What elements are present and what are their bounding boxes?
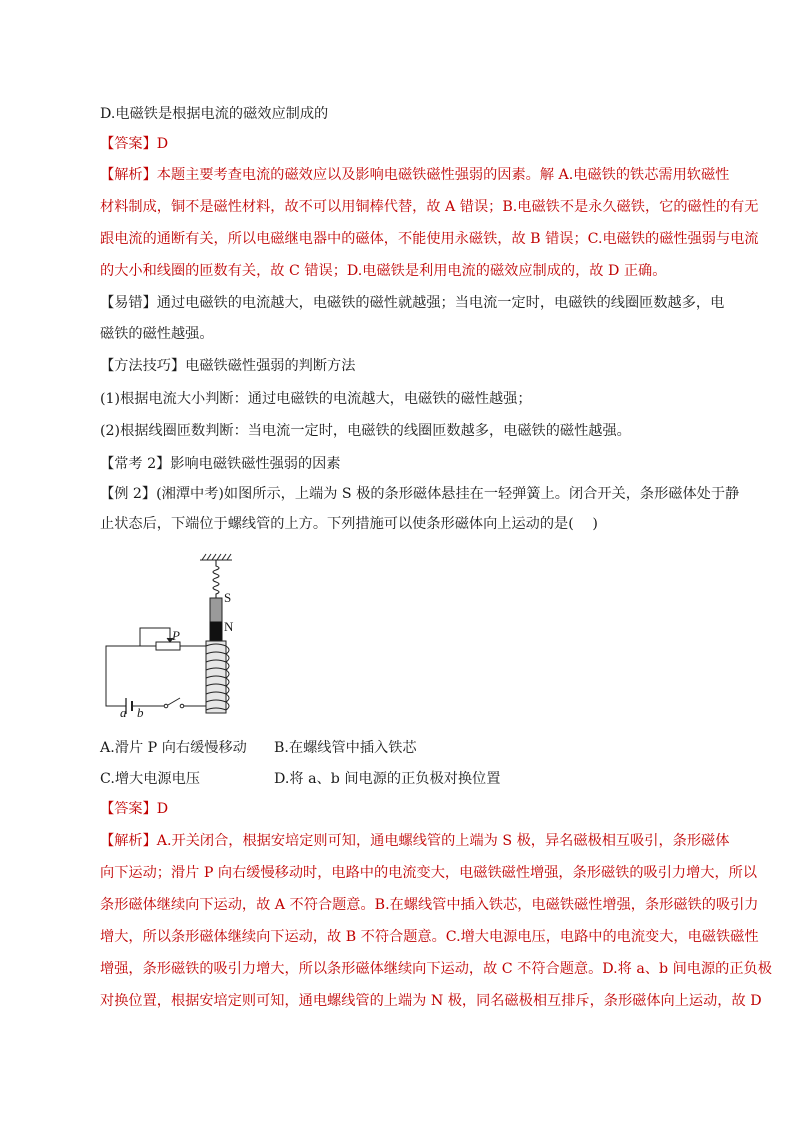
answer-value: D [156,136,169,152]
method-item-2: (2)根据线圈匝数判断：当电流一定时，电磁铁的线圈匝数越多，电磁铁的磁性越强。 [100,423,631,439]
magnet-s-half [210,598,222,622]
yicuo-line-1 [100,293,724,313]
changkao-heading: 【常考 2】影响电磁铁磁性强弱的因素 [100,456,341,472]
label-a: a [120,705,127,720]
option-b: B.在螺线管中插入铁芯 [274,740,417,756]
analysis-2-line-4: 增大，所以条形磁体继续向下运动，故 B 不符合题意。C.增大电源电压，电路中的电流变大，电磁铁磁性 [100,929,759,945]
method-item-1: (1)根据电流大小判断：通过电磁铁的电流越大，电磁铁的磁性越强； [100,391,532,407]
circuit-wires [106,628,206,714]
answer-2 [100,799,168,819]
answer-value: D [156,801,169,817]
option-a: A.滑片 P 向右缓慢移动 [100,740,247,756]
yicuo-line-2: 磁铁的磁性越强。 [100,326,214,342]
analysis-2-line-6: 对换位置，根据安培定则可知，通电螺线管的上端为 N 极，同名磁极相互排斥，条形磁体向上运动，故 D [100,993,762,1009]
analysis-1-line-4: 的大小和线圈的匝数有关，故 C 错误；D.电磁铁是利用电流的磁效应制成的，故 D 正确。 [100,263,667,279]
analysis-1-line-2: 材料制成，铜不是磁性材料，故不可以用铜棒代替，故 A 错误；B.电磁铁不是永久磁铁，它的磁性的有无 [100,199,759,215]
analysis-text: A.开关闭合，根据安培定则可知，通电螺线管的上端为 S 极，异名磁极相互吸引，条形磁体 [156,833,730,849]
ceiling-mount [200,554,232,560]
analysis-tag: 【解析】 [100,167,157,183]
analysis-text: 本题主要考查电流的磁效应以及影响电磁铁磁性强弱的因素。解 A.电磁铁的铁芯需用软磁性 [156,167,730,183]
label-n: N [224,619,234,634]
analysis-2-line-3: 条形磁体继续向下运动，故 A 不符合题意。B.在螺线管中插入铁芯，电磁铁磁性增强，条形磁铁的吸引力 [100,897,759,913]
answer-1 [100,134,168,154]
spring [213,560,219,598]
yicuo-text: 通过电磁铁的电流越大，电磁铁的磁性就越强；当电流一定时，电磁铁的线圈匝数越多，电 [156,295,725,311]
label-p: P [172,628,180,643]
option-c: C.增大电源电压 [100,771,200,787]
analysis-2-line-5: 增强，条形磁铁的吸引力增大，所以条形磁体继续向下运动，故 C 不符合题意。D.将 a、b 间电源的正负极 [100,961,772,977]
answer-tag: 【答案】 [100,136,157,152]
answer-tag: 【答案】 [100,801,157,817]
analysis-tag: 【解析】 [100,833,157,849]
analysis-1-line-3: 跟电流的通断有关，所以电磁继电器中的磁体，不能使用永磁铁，故 B 错误；C.电磁铁的磁性强弱与电流 [100,231,759,247]
yicuo-tag: 【易错】 [100,295,157,311]
option-d-previous: D.电磁铁是根据电流的磁效应制成的 [100,106,329,122]
method-title: 【方法技巧】电磁铁磁性强弱的判断方法 [100,358,356,374]
analysis-1-line-1 [100,165,729,185]
analysis-2-line-2: 向下运动；滑片 P 向右缓慢移动时，电路中的电流变大，电磁铁磁性增强，条形磁铁的吸引力增大，所以 [100,865,758,881]
option-d: D.将 a、b 间电源的正负极对换位置 [274,771,501,787]
example-2-line-2: 止状态后，下端位于螺线管的上方。下列措施可以使条形磁体向上运动的是( ) [100,516,598,532]
label-s: S [224,590,232,605]
label-b: b [137,705,144,720]
analysis-2-line-1 [100,831,729,851]
example-2-line-1: 【例 2】(湘潭中考)如图所示，上端为 S 极的条形磁体悬挂在一轻弹簧上。闭合开关，条形磁体处于静 [100,486,740,502]
